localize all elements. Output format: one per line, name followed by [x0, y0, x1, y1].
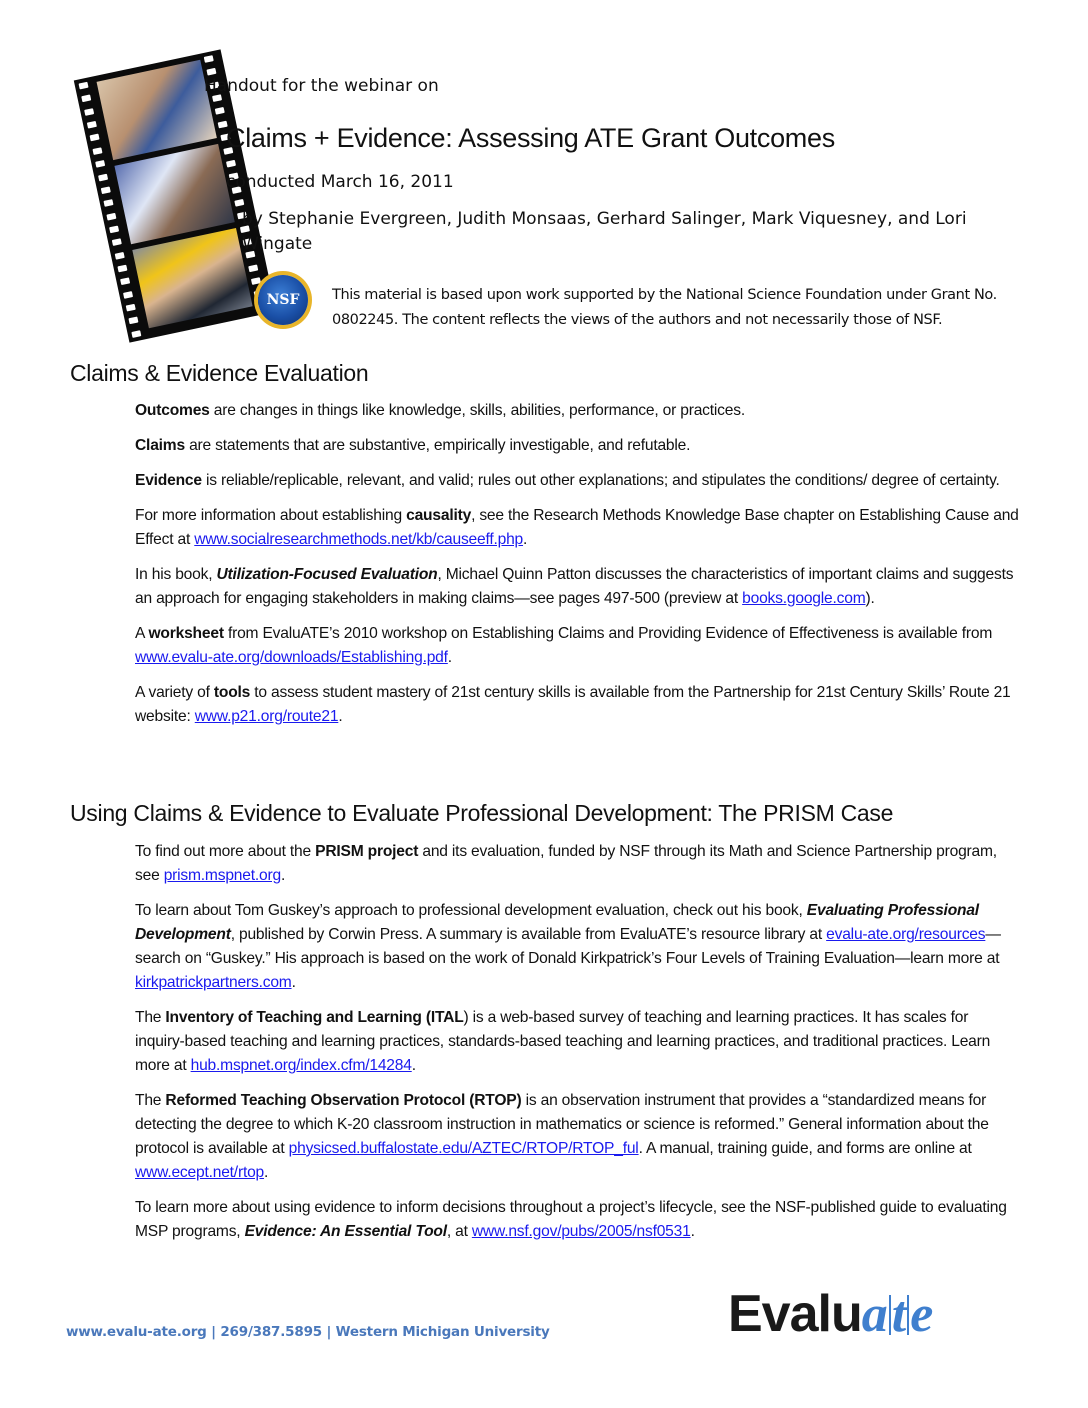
- term: Reformed Teaching Observation Protocol (RTOP): [165, 1092, 522, 1109]
- photo-hardhat-worker: [132, 228, 252, 328]
- logo-letter-a: a: [861, 1286, 888, 1343]
- term: causality: [406, 507, 472, 524]
- text: .: [338, 708, 343, 725]
- paragraph-ital: [135, 1006, 1020, 1078]
- text: . A manual, training guide, and forms are online at: [638, 1140, 972, 1157]
- text: The: [135, 1092, 166, 1109]
- authors: by Stephanie Evergreen, Judith Monsaas, Gerhard Salinger, Mark Viquesney, and Lori Wingate: [242, 209, 967, 254]
- text: are statements that are substantive, empirically investigable, and refutable.: [184, 437, 691, 454]
- text: to assess student mastery of 21st century skills is available from the Partnership for 21st Century Skills’ Route 21 website:: [135, 684, 1011, 725]
- term: Evidence: [135, 472, 202, 489]
- link-p21-route21[interactable]: www.p21.org/route21: [194, 708, 339, 725]
- section-prism: [135, 840, 1020, 1255]
- nsf-logo-icon: [258, 275, 308, 325]
- text: .: [264, 1164, 269, 1181]
- text: is an observation instrument that provides a “standardized means for detecting the degree to which K-20 classroom instruction in mathematics or science is reformed.” General information about the protocol is available at: [135, 1092, 989, 1157]
- logo-divider: [907, 1295, 909, 1335]
- header-intro: Handout for the webinar on: [204, 76, 439, 96]
- paragraph-prism: [135, 840, 1020, 888]
- paragraph-nsf-guide: [135, 1196, 1020, 1244]
- text: from EvaluATE’s 2010 workshop on Establishing Claims and Providing Evidence of Effectiveness is available from: [223, 625, 993, 642]
- book-title: Utilization-Focused Evaluation: [216, 566, 438, 583]
- paragraph-worksheet: [135, 622, 1020, 670]
- text: —search on “Guskey.” His approach is based on the work of Donald Kirkpatrick’s Four Levels of Training Evaluation—learn more at: [135, 926, 1001, 967]
- text: In his book,: [135, 566, 217, 583]
- paragraph-causality: [135, 504, 1020, 552]
- evaluate-logo: [728, 1284, 933, 1345]
- link-books-google[interactable]: books.google.com: [742, 590, 866, 607]
- text: is reliable/replicable, relevant, and valid; rules out other explanations; and stipulates the conditions/ degree of certainty.: [201, 472, 1000, 489]
- link-kirkpatrick[interactable]: kirkpatrickpartners.com: [135, 974, 292, 991]
- link-nsf-pubs[interactable]: www.nsf.gov/pubs/2005/nsf0531: [471, 1223, 691, 1240]
- webinar-date: conducted March 16, 2011: [226, 172, 454, 192]
- logo-text-black: Evalu: [728, 1285, 862, 1343]
- link-rtop-buffalostate[interactable]: physicsed.buffalostate.edu/AZTEC/RTOP/RTOP_ful: [288, 1140, 639, 1157]
- logo-letter-t: t: [891, 1286, 907, 1343]
- section-heading-claims-evidence: Claims & Evidence Evaluation: [70, 360, 369, 386]
- text: .: [411, 1057, 416, 1074]
- text: ).: [865, 590, 875, 607]
- page-title: Claims + Evidence: Assessing ATE Grant Outcomes: [226, 123, 835, 153]
- book-title: Evidence: An Essential Tool: [244, 1223, 447, 1240]
- link-prism-mspnet[interactable]: prism.mspnet.org: [163, 867, 281, 884]
- paragraph-patton: [135, 563, 1020, 611]
- text: , published by Corwin Press. A summary is available from EvaluATE’s resource library at: [230, 926, 827, 943]
- link-causeeff[interactable]: www.socialresearchmethods.net/kb/causeeff.php: [194, 531, 524, 548]
- text: .: [280, 867, 286, 884]
- section-claims-evidence: [135, 399, 1020, 740]
- paragraph-claims: [135, 434, 1020, 458]
- text: , at: [446, 1223, 472, 1240]
- term: PRISM project: [315, 843, 419, 860]
- link-establishing-pdf[interactable]: www.evalu-ate.org/downloads/Establishing.pdf: [135, 649, 448, 666]
- term: Claims: [135, 437, 185, 454]
- text: To find out more about the: [135, 843, 316, 860]
- paragraph-outcomes: [135, 399, 1020, 423]
- text: To learn about Tom Guskey’s approach to professional development evaluation, check out his book,: [135, 902, 807, 919]
- paragraph-evidence: [135, 469, 1020, 493]
- term: worksheet: [148, 625, 224, 642]
- logo-letter-e: e: [910, 1286, 934, 1343]
- photo-student-goggles: [97, 60, 217, 160]
- text: A variety of: [135, 684, 214, 701]
- paragraph-rtop: [135, 1089, 1020, 1185]
- text: .: [690, 1223, 695, 1240]
- photo-lab-students: [114, 144, 234, 244]
- paragraph-tools: [135, 681, 1020, 729]
- text: , Michael Quinn Patton discusses the characteristics of important claims and suggests an approach for engaging stakeholders in making claims—see pages 497-500 (preview at: [135, 566, 1014, 607]
- book-title: Evaluating Professional Development: [135, 902, 979, 943]
- nsf-disclaimer: This material is based upon work supported by the National Science Foundation under Grant No. 0802245. The content reflects the views of the authors and not necessarily those of NSF.: [332, 287, 997, 328]
- paragraph-guskey: [135, 899, 1020, 995]
- text: The: [135, 1009, 166, 1026]
- text: For more information about establishing: [135, 507, 407, 524]
- section-heading-prism: Using Claims & Evidence to Evaluate Professional Development: The PRISM Case: [70, 800, 894, 826]
- text: To learn more about using evidence to inform decisions throughout a project’s lifecycle, see the NSF-published guide to evaluating MSP programs,: [135, 1199, 1007, 1240]
- text: and its evaluation, funded by NSF through its Math and Science Partnership program, see: [135, 843, 997, 884]
- text: .: [447, 649, 452, 666]
- term: tools: [213, 684, 251, 701]
- text: .: [291, 974, 296, 991]
- logo-divider: [889, 1295, 891, 1335]
- nsf-logo-text: NSF: [266, 292, 300, 308]
- term: Outcomes: [135, 402, 210, 419]
- text: are changes in things like knowledge, skills, abilities, performance, or practices.: [209, 402, 745, 419]
- link-evaluate-resources[interactable]: evalu-ate.org/resources: [826, 926, 986, 943]
- text: ) is a web-based survey of teaching and learning practices. It has scales for inquiry-based teaching and learning practices, standards-based teaching and learning practices, and traditional practices. Learn more at: [135, 1009, 991, 1074]
- link-hub-mspnet[interactable]: hub.mspnet.org/index.cfm/14284: [190, 1057, 412, 1074]
- link-ecept-rtop[interactable]: www.ecept.net/rtop: [135, 1164, 265, 1181]
- text: , see the Research Methods Knowledge Base chapter on Establishing Cause and Effect at: [135, 507, 1019, 548]
- text: .: [523, 531, 528, 548]
- term: Inventory of Teaching and Learning (ITAL: [165, 1009, 464, 1026]
- text: A: [135, 625, 149, 642]
- footer-contact: www.evalu-ate.org | 269/387.5895 | Western Michigan University: [66, 1324, 550, 1340]
